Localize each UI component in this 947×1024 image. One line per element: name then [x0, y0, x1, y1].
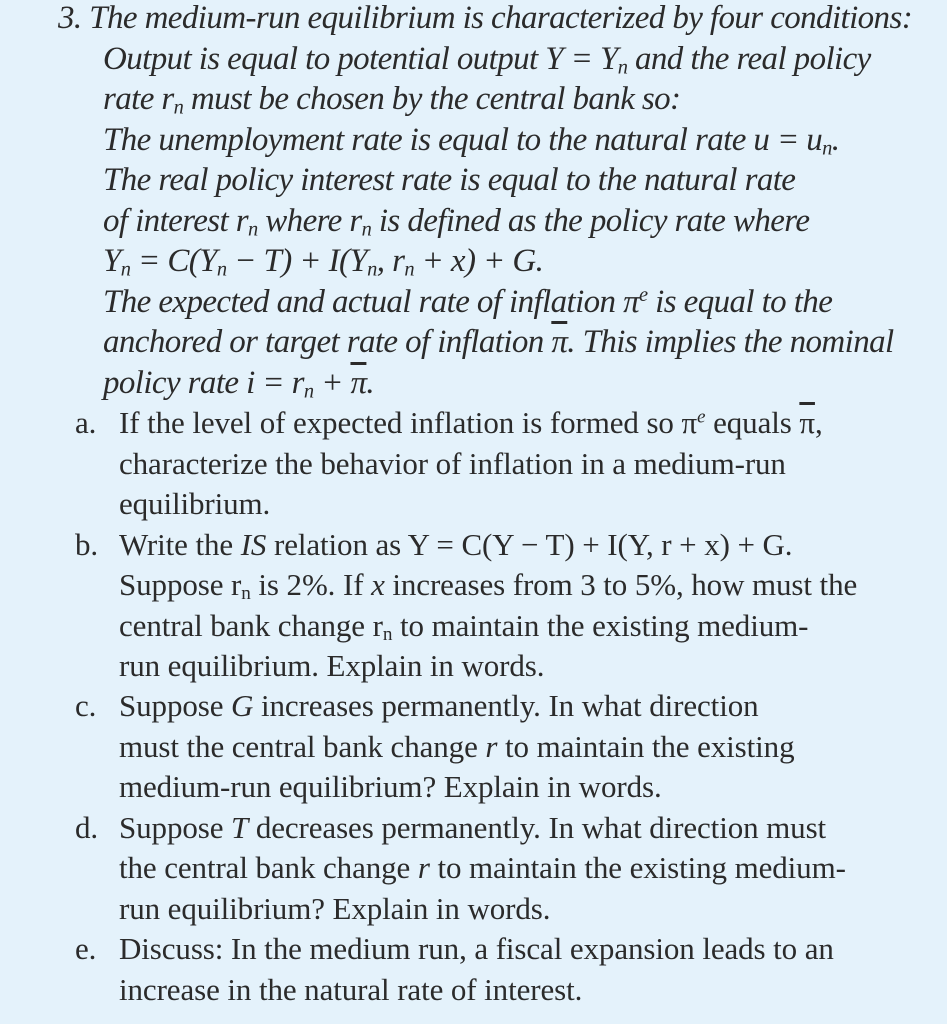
part-e-line: increase in the natural rate of interest.	[119, 972, 583, 1007]
part-d-label: d.	[75, 810, 99, 845]
intro-line: of interest $r_n$ where $r_n$ is defined as the policy rate where	[103, 203, 810, 241]
intro-line: Output is equal to potential output $Y = Y_n$ and the real policy	[103, 41, 871, 79]
part-a-line: characterize the behavior of inflation in a medium-run	[119, 446, 786, 481]
intro-line: policy rate $i = r_n + \overline{\pi}$.	[103, 365, 375, 403]
intro-line: 3. The medium-run equilibrium is characterized by four conditions:	[58, 0, 913, 36]
part-a-line: If the level of expected inflation is formed so $\pi^e$ equals $\overline{\pi}$,	[119, 405, 823, 440]
part-c-line: must the central bank change r to maintain the existing	[119, 729, 795, 764]
part-e-line: Discuss: In the medium run, a fiscal expansion leads to an	[119, 931, 834, 966]
intro-line: rate $r_n$ must be chosen by the central bank so:	[103, 81, 681, 119]
part-d-line: the central bank change r to maintain the existing medium-	[119, 850, 846, 885]
part-d-line: run equilibrium? Explain in words.	[119, 891, 551, 926]
intro-line: The unemployment rate is equal to the natural rate $u = u_n$.	[103, 122, 840, 160]
part-b-line: run equilibrium. Explain in words.	[119, 648, 545, 683]
intro-line: The expected and actual rate of inflation $\pi^e$ is equal to the	[103, 283, 833, 320]
part-b-line: central bank change $r_n$ to maintain the existing medium-	[119, 608, 809, 646]
part-d-line: Suppose T decreases permanently. In what direction must	[119, 810, 827, 845]
intro-line: The real policy interest rate is equal to the natural rate	[103, 162, 796, 198]
part-b-label: b.	[75, 527, 99, 562]
part-b-line: Write the IS relation as Y = C(Y − T) + I(Y, r + x) + G.	[119, 527, 793, 562]
part-c-label: c.	[75, 688, 97, 723]
part-c-line: Suppose G increases permanently. In what direction	[119, 688, 759, 723]
part-c-line: medium-run equilibrium? Explain in words.	[119, 769, 662, 804]
intro-equation: $Y_n = C(Y_n - T) + I(Y_n$, $r_n + x) + G$.	[103, 243, 544, 281]
part-b-line: Suppose $r_n$ is 2%. If x increases from 3 to 5%, how must the	[119, 567, 858, 605]
part-a-line: equilibrium.	[119, 486, 271, 521]
part-e-label: e.	[75, 931, 97, 966]
intro-line: anchored or target rate of inflation $\overline{\pi}$. This implies the nominal	[103, 324, 894, 360]
part-a-label: a.	[75, 405, 97, 440]
